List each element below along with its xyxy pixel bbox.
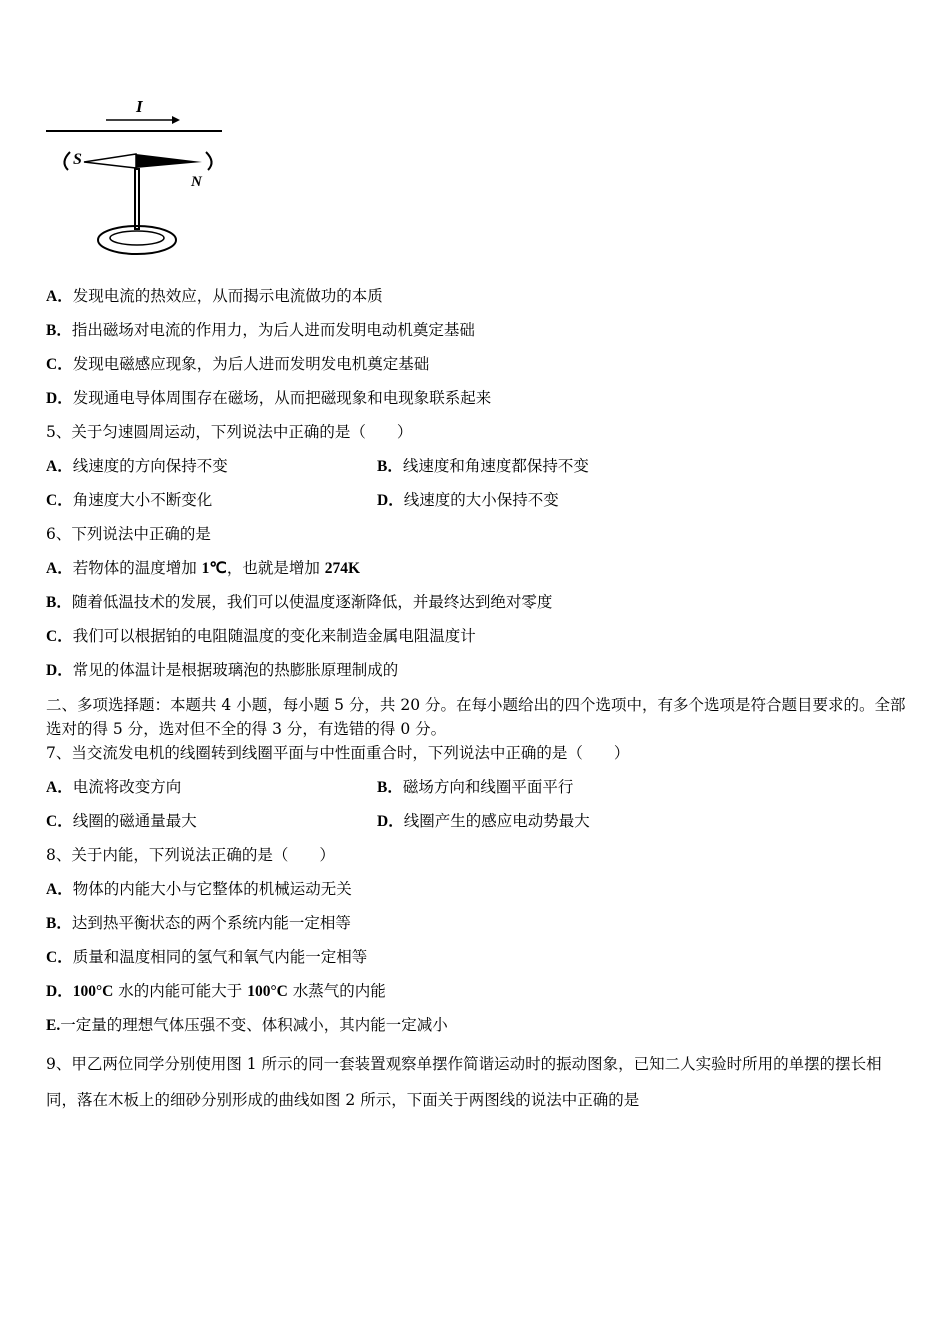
- q8-stem: 8、关于内能，下列说法正确的是（ ）: [46, 846, 335, 864]
- needle-south-half: [84, 154, 136, 168]
- q7-option-c: C．线圈的磁通量最大: [46, 812, 197, 830]
- q6-option-d: D．常见的体温计是根据玻璃泡的热膨胀原理制成的: [46, 661, 399, 679]
- q8-option-b: B．达到热平衡状态的两个系统内能一定相等: [46, 914, 351, 932]
- rotation-left-icon: [64, 152, 70, 170]
- q7-option-d: D．线圈产生的感应电动势最大: [377, 812, 590, 830]
- needle-north-half: [136, 154, 202, 168]
- q6-stem: 6、下列说法中正确的是: [46, 525, 211, 543]
- q5-option-a: A．线速度的方向保持不变: [46, 457, 228, 475]
- q7-option-b: B．磁场方向和线圈平面平行: [377, 778, 574, 796]
- q6-option-c: C．我们可以根据铂的电阻随温度的变化来制造金属电阻温度计: [46, 627, 476, 645]
- q6-option-a: A．若物体的温度增加 1℃，也就是增加 274K: [46, 559, 361, 577]
- north-pole-label: N: [191, 174, 202, 190]
- section2-instructions: 二、多项选择题：本题共 4 小题，每小题 5 分，共 20 分。在每小题给出的四个选项中，有多个选项是符合题目要求的。全部选对的得 5 分，选对但不全的得 3 分，有选错的得 0 分。: [46, 696, 906, 738]
- q4-option-d: D．发现通电导体周围存在磁场，从而把磁现象和电现象联系起来: [46, 389, 492, 407]
- rotation-right-icon: [206, 152, 212, 170]
- q8-option-e: E.一定量的理想气体压强不变、体积减小，其内能一定减小: [46, 1016, 448, 1034]
- q7-stem: 7、当交流发电机的线圈转到线圈平面与中性面重合时，下列说法中正确的是（ ）: [46, 744, 630, 762]
- q7-option-a: A．电流将改变方向: [46, 778, 182, 796]
- compass-base-inner: [110, 231, 164, 245]
- q5-option-b: B．线速度和角速度都保持不变: [377, 457, 589, 475]
- q8-option-a: A．物体的内能大小与它整体的机械运动无关: [46, 880, 352, 898]
- compass-base-outer: [98, 226, 176, 254]
- q6-option-b: B．随着低温技术的发展，我们可以使温度逐渐降低，并最终达到绝对零度: [46, 593, 553, 611]
- compass-wire-figure: [44, 92, 234, 267]
- current-arrowhead-icon: [172, 116, 180, 124]
- q8-option-c: C．质量和温度相同的氢气和氧气内能一定相等: [46, 948, 368, 966]
- q5-stem: 5、关于匀速圆周运动，下列说法中正确的是（ ）: [46, 423, 413, 441]
- q8-option-d: D．100°C 水的内能可能大于 100°C 水蒸气的内能: [46, 982, 386, 1000]
- q4-option-a: A．发现电流的热效应，从而揭示电流做功的本质: [46, 287, 383, 305]
- q5-option-d: D．线速度的大小保持不变: [377, 491, 559, 509]
- q9-stem: 9、甲乙两位同学分别使用图 1 所示的同一套装置观察单摆作简谐运动时的振动图象，已知二人实验时所用的单摆的摆长相同，落在木板上的细砂分别形成的曲线如图 2 所示，下面关于两图线的说法中正确的是: [46, 1055, 882, 1109]
- q4-option-c: C．发现电磁感应现象，为后人进而发明发电机奠定基础: [46, 355, 430, 373]
- q5-option-c: C．角速度大小不断变化: [46, 491, 213, 509]
- current-label: I: [136, 97, 143, 116]
- q4-option-b: B．指出磁场对电流的作用力，为后人进而发明电动机奠定基础: [46, 321, 475, 339]
- south-pole-label: S: [73, 151, 82, 168]
